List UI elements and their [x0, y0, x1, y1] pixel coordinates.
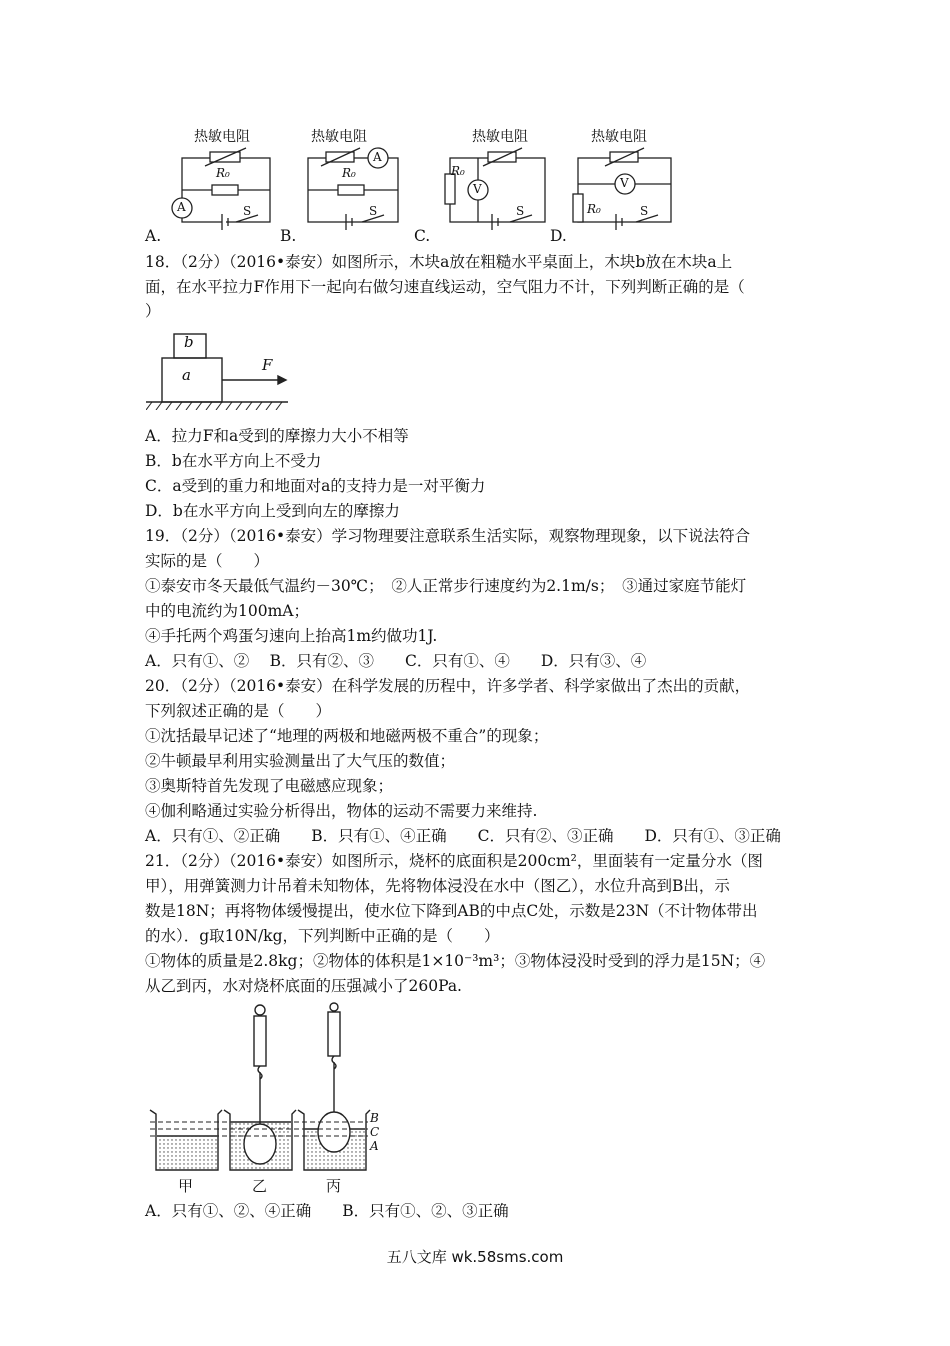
- q18-stem-line-2: 面，在水平拉力F作用下一起向右做匀速直线运动，空气阻力不计，下列判断正确的是（: [145, 278, 745, 296]
- q20-stem-line-6: ④伽利略通过实验分析得出，物体的运动不需要力来维持.: [145, 802, 538, 820]
- circuit-c-switch: S: [516, 204, 525, 218]
- q21-stem-line-2: 甲），用弹簧测力计吊着未知物体，先将物体浸没在水中（图乙），水位升高到B出，示: [145, 877, 730, 895]
- voltmeter-c-icon: V: [473, 182, 482, 196]
- q19-stem-line-4: 中的电流约为100mA；: [145, 602, 309, 620]
- q18-option-a: A．拉力F和a受到的摩擦力大小不相等: [145, 427, 409, 445]
- q20-options: A．只有①、②正确 B．只有①、④正确 C．只有②、③正确 D．只有①、③正确: [145, 827, 781, 845]
- block-a-label: a: [182, 366, 191, 384]
- circuit-c-title: 热敏电阻: [472, 129, 528, 145]
- q20-stem-line-2: 下列叙述正确的是（ ）: [145, 702, 332, 720]
- block-b-label: b: [184, 333, 194, 351]
- q17-option-d: D.: [550, 227, 567, 245]
- circuit-b-title: 热敏电阻: [311, 129, 367, 145]
- beaker-bing-label: 丙: [326, 1177, 342, 1195]
- q19-stem-line-5: ④手托两个鸡蛋匀速向上抬高1m约做功1J.: [145, 627, 438, 645]
- circuit-c: [445, 148, 545, 230]
- q18-option-b: B．b在水平方向上不受力: [145, 452, 322, 470]
- q18-stem-line-1: 18．（2分）（2016•泰安）如图所示，木块a放在粗糙水平桌面上，木块b放在木块a上: [145, 253, 733, 271]
- q21-stem-line-3: 数是18N；再将物体缓慢提出，使水位下降到AB的中点C处，示数是23N（不计物体带出: [145, 902, 758, 920]
- q20-stem-line-4: ②牛顿最早利用实验测量出了大气压的数值；: [145, 752, 456, 770]
- q18-option-d: D．b在水平方向上受到向左的摩擦力: [145, 502, 400, 520]
- circuit-a-r0: R₀: [216, 166, 230, 180]
- circuit-b: [308, 148, 398, 230]
- voltmeter-d-icon: V: [620, 176, 629, 190]
- beaker-yi-label: 乙: [252, 1177, 268, 1195]
- page-footer: 五八文库 wk.58sms.com: [386, 1248, 564, 1266]
- q21-stem-line-4: 的水）．g取10N/kg，下列判断中正确的是（ ）: [145, 927, 500, 945]
- q19-stem-line-1: 19．（2分）（2016•泰安）学习物理要注意联系生活实际，观察物理现象，以下说法符合: [145, 527, 751, 545]
- ammeter-b-icon: A: [373, 150, 382, 164]
- level-b-label: B: [370, 1111, 379, 1125]
- circuit-a-title: 热敏电阻: [194, 129, 250, 145]
- circuit-d-switch: S: [640, 204, 649, 218]
- q20-stem-line-1: 20．（2分）（2016•泰安）在科学发展的历程中，许多学者、科学家做出了杰出的贡献，: [145, 677, 751, 695]
- beaker-jia-label: 甲: [178, 1177, 194, 1195]
- ammeter-a-icon: A: [177, 200, 186, 214]
- q19-stem-line-2: 实际的是（ ）: [145, 552, 270, 570]
- circuit-b-r0: R₀: [342, 166, 356, 180]
- q20-stem-line-5: ③奥斯特首先发现了电磁感应现象；: [145, 777, 394, 795]
- q21-stem-line-1: 21．（2分）（2016•泰安）如图所示，烧杯的底面积是200cm²，里面装有一定量分水（图: [145, 852, 763, 870]
- circuit-diagrams: [0, 0, 950, 250]
- q19-options: A．只有①、② B．只有②、③ C．只有①、④ D．只有③、④: [145, 652, 647, 670]
- q19-stem-line-3: ①泰安市冬天最低气温约－30℃； ②人正常步行速度约为2.1m/s； ③通过家庭节能灯: [145, 577, 747, 595]
- circuit-a: [172, 148, 270, 230]
- q21-stem-line-5: ①物体的质量是2.8kg；②物体的体积是1×10⁻³m³；③物体浸没时受到的浮力是15N；④: [145, 952, 766, 970]
- beaker-diagram: [146, 1002, 386, 1197]
- q18-option-c: C．a受到的重力和地面对a的支持力是一对平衡力: [145, 477, 486, 495]
- circuit-d-title: 热敏电阻: [591, 129, 647, 145]
- q17-option-c: C.: [414, 227, 431, 245]
- circuit-c-r0: R₀: [451, 164, 465, 178]
- force-f-label: F: [262, 356, 273, 374]
- q20-stem-line-3: ①沈括最早记述了“地理的两极和地磁两极不重合”的现象；: [145, 727, 549, 745]
- q18-stem-line-3: ）: [145, 302, 161, 320]
- q21-options: A．只有①、②、④正确 B．只有①、②、③正确: [145, 1202, 509, 1220]
- q21-stem-line-6: 从乙到丙，水对烧杯底面的压强减小了260Pa.: [145, 977, 462, 995]
- q17-option-a: A.: [145, 227, 162, 245]
- circuit-b-switch: S: [369, 204, 378, 218]
- block-diagram: [146, 330, 296, 410]
- circuit-a-switch: S: [243, 204, 252, 218]
- level-c-label: C: [370, 1125, 380, 1139]
- level-a-label: A: [370, 1139, 379, 1153]
- q17-option-b: B.: [280, 227, 297, 245]
- circuit-d-r0: R₀: [587, 202, 601, 216]
